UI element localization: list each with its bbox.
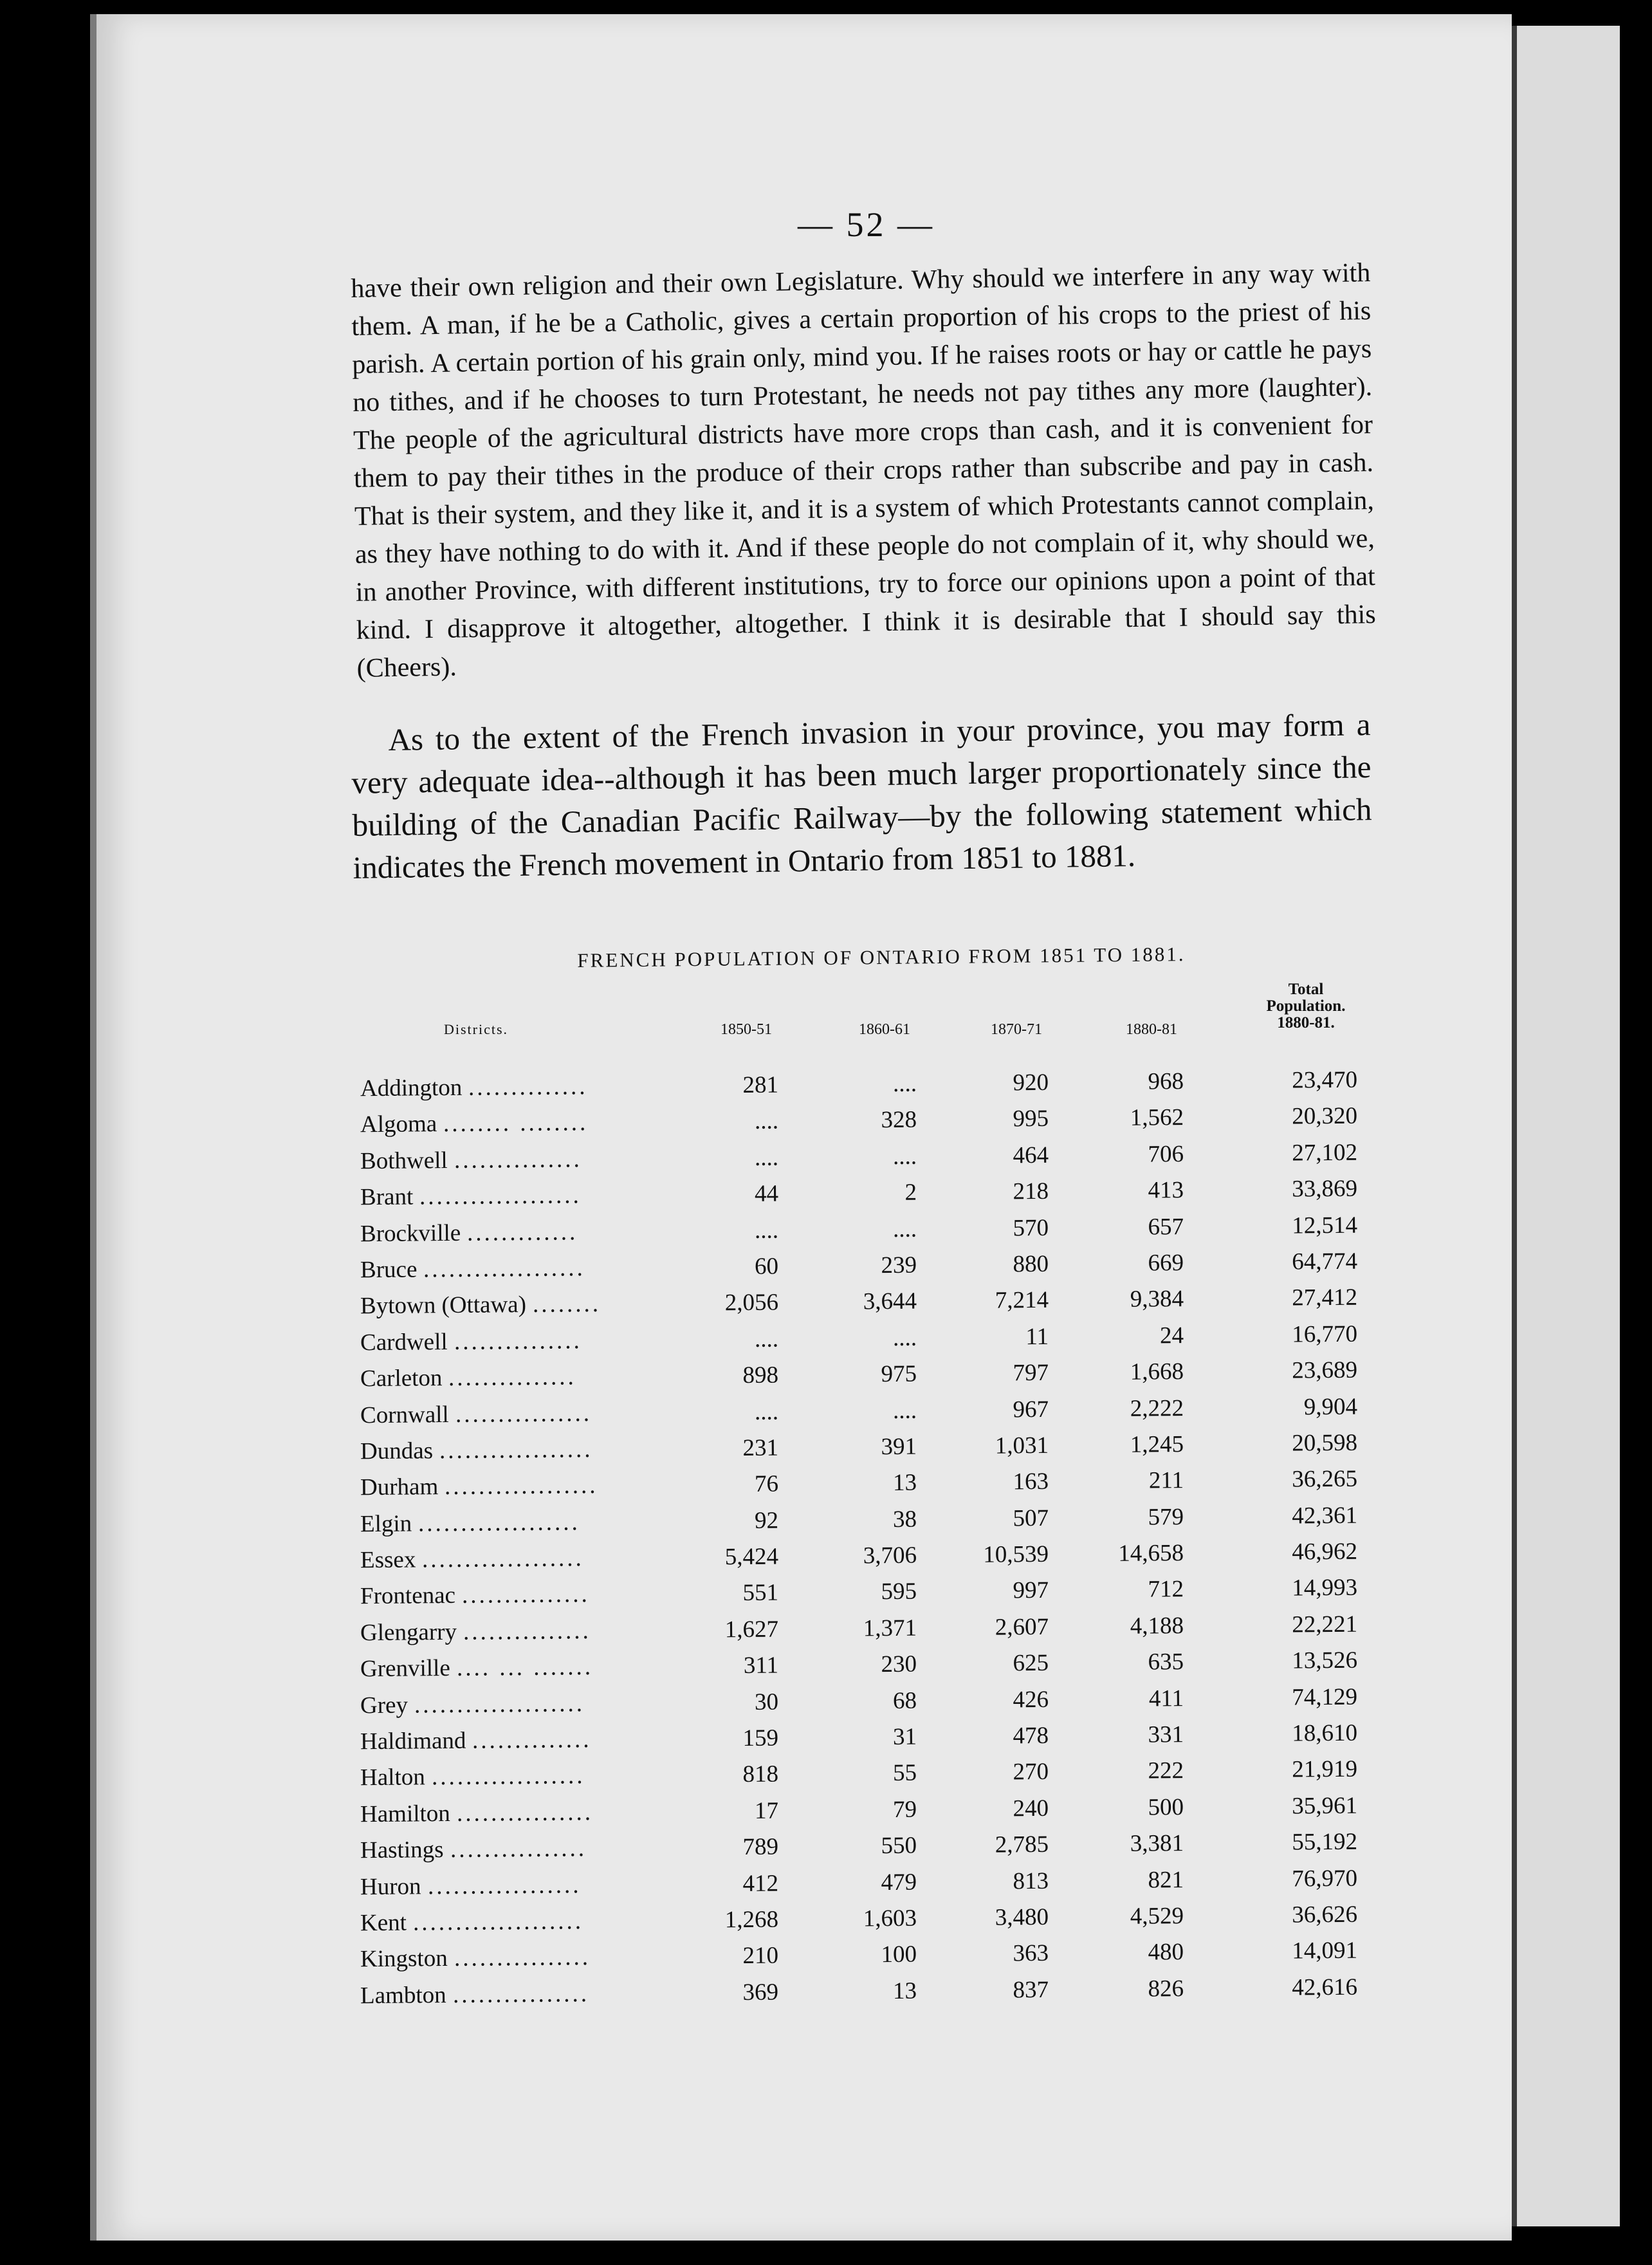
value-1860-61: 975	[881, 1360, 917, 1388]
value-total-population: 76,970	[1292, 1865, 1358, 1892]
dot-leader: ........ ........	[443, 1109, 589, 1138]
value-1880-81: 500	[1148, 1793, 1184, 1821]
value-1850-51: 30	[754, 1688, 779, 1715]
header-total-line1: Total	[1288, 981, 1324, 998]
header-1860-61: 1860-61	[859, 1021, 910, 1038]
value-1870-71: 813	[1013, 1867, 1049, 1894]
value-total-population: 14,091	[1292, 1937, 1358, 1965]
value-1850-51: 76	[754, 1470, 779, 1498]
value-1870-71: 2,607	[995, 1613, 1049, 1641]
value-total-population: 42,616	[1292, 1974, 1358, 2001]
value-1870-71: 270	[1013, 1759, 1049, 1786]
value-total-population: 9,904	[1303, 1393, 1358, 1420]
dot-leader: ...............	[454, 1327, 582, 1355]
value-total-population: 36,265	[1292, 1465, 1358, 1493]
value-1870-71: 7,214	[995, 1287, 1049, 1314]
value-1870-71: 570	[1013, 1214, 1049, 1241]
value-1870-71: 625	[1013, 1650, 1049, 1677]
value-1880-81: 480	[1148, 1939, 1184, 1966]
table-header	[360, 981, 1422, 1065]
value-1850-51: 818	[742, 1761, 779, 1788]
value-1860-61: 1,371	[863, 1614, 917, 1642]
value-total-population: 20,598	[1292, 1429, 1358, 1457]
header-1870-71: 1870-71	[991, 1021, 1042, 1038]
district-name: Cardwell	[360, 1328, 448, 1356]
value-1860-61: 3,644	[863, 1288, 917, 1315]
dot-leader: .............	[466, 1218, 578, 1246]
district-name: Durham	[360, 1474, 439, 1501]
district-name: Hastings	[360, 1836, 444, 1864]
header-districts: Districts.	[444, 1021, 509, 1037]
value-1870-71: 967	[1013, 1396, 1049, 1423]
dot-leader: ....................	[414, 1690, 585, 1719]
value-1870-71: 163	[1013, 1468, 1049, 1495]
value-1850-51: 898	[742, 1362, 779, 1389]
district-name: Cornwall	[360, 1401, 449, 1428]
dot-leader: ...............	[454, 1145, 582, 1174]
value-total-population: 16,770	[1292, 1320, 1358, 1348]
district-name: Dundas	[360, 1438, 434, 1465]
dot-leader: ..................	[439, 1436, 593, 1465]
dot-leader: .... ... .......	[456, 1654, 594, 1682]
value-1880-81: 712	[1148, 1576, 1184, 1603]
value-total-population: 23,470	[1292, 1066, 1358, 1094]
district-name: Frontenac	[360, 1582, 456, 1610]
value-1880-81: 331	[1148, 1721, 1184, 1748]
dot-leader: ...................	[423, 1255, 585, 1283]
value-1860-61: 13	[892, 1469, 917, 1497]
value-total-population: 12,514	[1292, 1212, 1358, 1239]
district-name: Kent	[360, 1909, 407, 1937]
value-1880-81: 14,658	[1118, 1540, 1184, 1567]
value-1860-61: 479	[881, 1869, 917, 1896]
value-1860-61: 3,706	[863, 1542, 917, 1569]
value-1860-61: 13	[892, 1977, 917, 2004]
value-1850-51: ....	[754, 1217, 779, 1244]
value-1850-51: 17	[754, 1797, 779, 1824]
district-name: Grey	[360, 1692, 408, 1719]
value-1860-61: 230	[881, 1650, 917, 1678]
district-name: Halton	[360, 1764, 425, 1791]
value-1870-71: 507	[1013, 1504, 1049, 1532]
adjacent-page-edge	[1512, 26, 1620, 2226]
dot-leader: ................	[456, 1798, 594, 1827]
value-1870-71: 478	[1013, 1722, 1049, 1750]
value-1880-81: 968	[1148, 1068, 1184, 1095]
value-1860-61: 391	[881, 1433, 917, 1461]
intro-paragraph: As to the extent of the French invasion in your province, you may form a very adequate idea--although it has been much larger proportionately since the building of the Canadian Pacific Railway—by the following statement which indicates the French movement in Ontario from 1851 to 1881.	[351, 707, 1372, 885]
population-table	[360, 981, 1422, 2008]
district-name: Lambton	[360, 1981, 446, 2009]
value-1880-81: 413	[1148, 1177, 1184, 1204]
value-1850-51: 159	[742, 1724, 779, 1752]
district-name: Glengarry	[360, 1618, 457, 1647]
value-total-population: 23,689	[1292, 1356, 1358, 1384]
value-1860-61: 55	[892, 1760, 917, 1787]
value-total-population: 55,192	[1292, 1828, 1358, 1856]
value-1880-81: 579	[1148, 1503, 1184, 1531]
value-1870-71: 997	[1013, 1577, 1049, 1604]
value-1850-51: 231	[742, 1434, 779, 1461]
dot-leader: ................	[450, 1835, 587, 1863]
value-1880-81: 411	[1148, 1685, 1184, 1712]
value-1860-61: ....	[892, 1397, 917, 1424]
value-1850-51: 1,268	[724, 1906, 779, 1934]
value-1850-51: 210	[742, 1942, 779, 1970]
value-1860-61: ....	[892, 1216, 917, 1243]
value-1850-51: 5,424	[724, 1543, 779, 1571]
table-body	[360, 1065, 1422, 2008]
district-name: Hamilton	[360, 1800, 450, 1828]
header-total-population	[1238, 981, 1373, 1031]
value-1850-51: 369	[742, 1979, 779, 2006]
value-total-population: 27,102	[1292, 1139, 1358, 1167]
value-1880-81: 3,381	[1130, 1830, 1184, 1857]
value-1850-51: 60	[754, 1253, 779, 1280]
value-1880-81: 1,245	[1130, 1430, 1184, 1458]
dot-leader: ...............	[463, 1617, 591, 1645]
value-1870-71: 363	[1013, 1940, 1049, 1967]
value-total-population: 20,320	[1292, 1103, 1358, 1130]
value-1870-71: 426	[1013, 1686, 1049, 1713]
speech-paragraph: have their own religion and their own Legislature. Why should we interfere in any way with them. A man, if he be a Catholic, gives a certain proportion of his crops to the priest of his parish. A certain portion of his grain only, mind you. If he raises roots or hay or cattle he pays no tithes, and if he chooses to turn Protestant, he needs not pay tithes any more (laughter). The people of the agricultural districts have more crops than cash, and it is convenient for them to pay their tithes in the produce of their crops rather than subscribe and pay in cash. That is their system, and they like it, and it is a system of which Protestants cannot complain, as they have nothing to do with it. And if these people do not complain of it, why should we, in another Province, with different institutions, try to force our opinions upon a point of that kind. I disapprove it altogether, altogether. I think it is desirable that I should say this (Cheers).	[351, 258, 1376, 683]
value-1870-71: 837	[1013, 1976, 1049, 2004]
value-1870-71: 920	[1013, 1069, 1049, 1096]
value-total-population: 13,526	[1292, 1647, 1358, 1674]
district-name: Addington	[360, 1074, 463, 1102]
dot-leader: ........	[532, 1291, 601, 1318]
value-1880-81: 635	[1148, 1649, 1184, 1676]
dot-leader: ................	[454, 1944, 591, 1972]
value-1870-71: 880	[1013, 1250, 1049, 1278]
value-1850-51: 1,627	[724, 1616, 779, 1643]
value-1880-81: 826	[1148, 1975, 1184, 2002]
value-1880-81: 2,222	[1130, 1394, 1184, 1422]
header-total-line2: Population.	[1266, 997, 1346, 1015]
value-total-population: 36,626	[1292, 1901, 1358, 1928]
value-1850-51: 2,056	[724, 1289, 779, 1317]
value-1870-71: 995	[1013, 1105, 1049, 1132]
dot-leader: ...................	[419, 1182, 582, 1210]
value-total-population: 33,869	[1292, 1175, 1358, 1203]
value-1880-81: 821	[1148, 1866, 1184, 1894]
value-1860-61: ....	[892, 1324, 917, 1351]
district-name: Huron	[360, 1872, 421, 1900]
value-1880-81: 1,668	[1130, 1358, 1184, 1385]
dot-leader: ....................	[412, 1908, 584, 1936]
value-total-population: 27,412	[1292, 1284, 1358, 1311]
value-total-population: 42,361	[1292, 1502, 1358, 1530]
value-1850-51: 789	[742, 1833, 779, 1861]
dot-leader: ...................	[418, 1508, 580, 1537]
dot-leader: ..................	[427, 1871, 582, 1900]
dot-leader: ..................	[431, 1762, 585, 1791]
value-1880-81: 9,384	[1130, 1286, 1184, 1313]
dot-leader: ...................	[421, 1545, 584, 1573]
value-1860-61: 1,603	[863, 1905, 917, 1932]
value-1870-71: 240	[1013, 1795, 1049, 1822]
district-name: Bruce	[360, 1256, 418, 1284]
value-1860-61: 38	[892, 1506, 917, 1533]
value-1850-51: 311	[743, 1652, 779, 1679]
value-1860-61: 550	[881, 1832, 917, 1860]
value-1860-61: ....	[892, 1070, 917, 1097]
district-name: Elgin	[360, 1510, 412, 1537]
value-1870-71: 464	[1013, 1142, 1049, 1169]
value-total-population: 22,221	[1292, 1611, 1358, 1638]
value-1850-51: 92	[754, 1507, 779, 1534]
value-total-population: 18,610	[1292, 1719, 1358, 1747]
value-1860-61: 31	[892, 1723, 917, 1751]
value-1850-51: ....	[754, 1326, 779, 1353]
value-1850-51: 281	[742, 1071, 779, 1099]
value-1880-81: 669	[1148, 1249, 1184, 1277]
district-name: Haldimand	[360, 1727, 466, 1755]
value-total-population: 46,962	[1292, 1538, 1358, 1566]
dot-leader: ...............	[461, 1581, 590, 1609]
value-1880-81: 4,188	[1130, 1612, 1184, 1640]
header-1880-81: 1880-81	[1126, 1021, 1177, 1038]
value-1860-61: 239	[881, 1252, 917, 1279]
value-1870-71: 797	[1013, 1359, 1049, 1387]
value-1880-81: 1,562	[1130, 1104, 1184, 1132]
dot-leader: ................	[455, 1400, 592, 1428]
value-1850-51: 412	[742, 1870, 779, 1897]
value-total-population: 21,919	[1292, 1756, 1358, 1783]
value-1870-71: 218	[1013, 1178, 1049, 1205]
value-1880-81: 24	[1159, 1322, 1184, 1349]
value-1880-81: 211	[1148, 1467, 1184, 1494]
value-1870-71: 1,031	[995, 1432, 1049, 1459]
value-1850-51: 551	[742, 1579, 779, 1607]
value-1870-71: 3,480	[995, 1903, 1049, 1931]
dot-leader: ..............	[468, 1073, 588, 1101]
page-number: — 52 —	[798, 205, 935, 244]
value-total-population: 35,961	[1292, 1792, 1358, 1820]
header-1850-51: 1850-51	[720, 1021, 772, 1038]
table-title: FRENCH POPULATION OF ONTARIO FROM 1851 TO 1881.	[577, 943, 1186, 972]
district-name: Brockville	[360, 1219, 461, 1247]
value-total-population: 64,774	[1292, 1248, 1358, 1275]
value-1870-71: 11	[1025, 1323, 1049, 1350]
value-1860-61: 328	[881, 1107, 917, 1134]
value-1860-61: 2	[904, 1179, 917, 1206]
value-total-population: 14,993	[1292, 1575, 1358, 1602]
value-1860-61: 68	[892, 1687, 917, 1714]
district-name: Carleton	[360, 1365, 443, 1392]
value-1860-61: ....	[892, 1143, 917, 1170]
district-name: Essex	[360, 1546, 416, 1574]
value-1870-71: 10,539	[983, 1540, 1049, 1568]
district-name: Bytown (Ottawa)	[360, 1291, 527, 1320]
value-total-population: 74,129	[1292, 1683, 1358, 1711]
district-name: Grenville	[360, 1655, 450, 1683]
value-1870-71: 2,785	[995, 1831, 1049, 1858]
dot-leader: ...............	[448, 1364, 576, 1392]
value-1850-51: ....	[754, 1107, 779, 1135]
district-name: Kingston	[360, 1945, 448, 1973]
value-1850-51: ....	[754, 1144, 779, 1171]
header-total-line3: 1880-81.	[1277, 1014, 1335, 1031]
value-1860-61: 595	[881, 1578, 917, 1605]
value-1880-81: 706	[1148, 1140, 1184, 1168]
value-1860-61: 100	[881, 1941, 917, 1968]
value-1850-51: ....	[754, 1398, 779, 1425]
value-1880-81: 222	[1148, 1757, 1184, 1784]
value-1850-51: 44	[754, 1180, 779, 1208]
value-1880-81: 657	[1148, 1213, 1184, 1241]
district-name: Brant	[360, 1183, 414, 1211]
value-1860-61: 79	[892, 1796, 917, 1823]
district-name: Bothwell	[360, 1147, 448, 1174]
district-name: Algoma	[360, 1111, 437, 1138]
dot-leader: ................	[452, 1980, 590, 2008]
dot-leader: ..................	[444, 1472, 598, 1501]
dot-leader: ..............	[472, 1726, 592, 1754]
value-1880-81: 4,529	[1130, 1903, 1184, 1930]
